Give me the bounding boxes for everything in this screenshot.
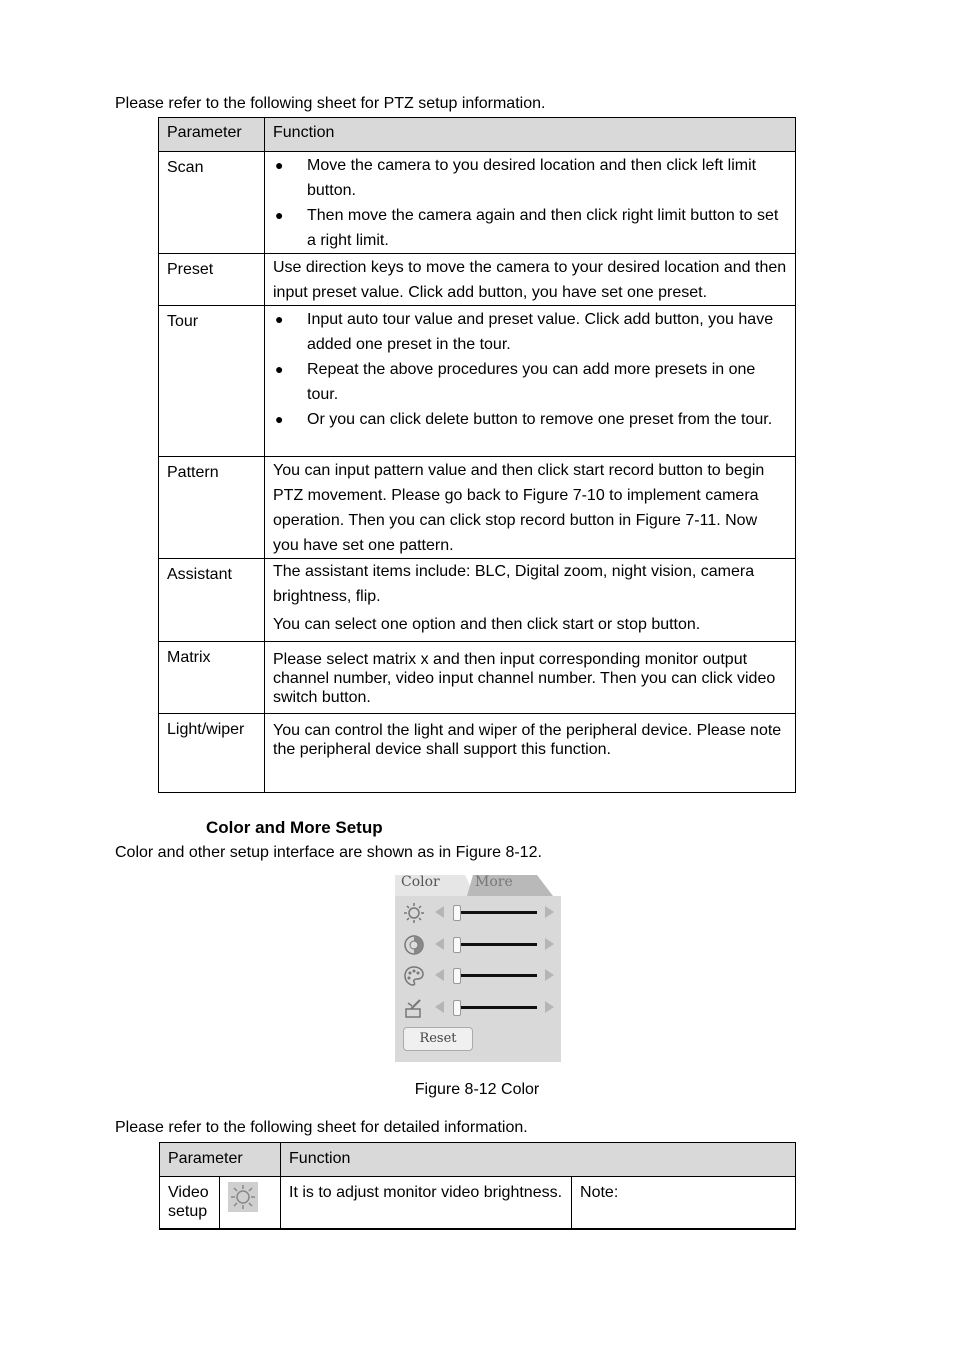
video-setup-function-text: It is to adjust monitor video brightness.	[281, 1177, 572, 1229]
saturation-palette-icon	[403, 965, 425, 987]
contrast-slider-handle[interactable]	[453, 937, 461, 953]
matrix-function-text: Please select matrix x and then input corresponding monitor output channel number, video input channel number. Then you can click video switch button.	[265, 642, 796, 714]
brightness-slider-track[interactable]	[453, 911, 537, 914]
brightness-slider-handle[interactable]	[453, 905, 461, 921]
hue-slider-row	[395, 995, 561, 1021]
saturation-slider-handle[interactable]	[453, 968, 461, 984]
contrast-slider-row	[395, 932, 561, 958]
ptz-setup-table	[158, 117, 796, 793]
hue-slider-track[interactable]	[453, 1006, 537, 1009]
panel-tab-bar	[395, 872, 561, 896]
preset-function-text: Use direction keys to move the camera to your desired location and then input preset value. Click add button, you have set one preset.	[265, 254, 796, 306]
param-video-setup: Video setup	[160, 1177, 220, 1229]
param-preset: Preset	[159, 254, 265, 306]
brightness-icon	[228, 1182, 258, 1212]
contrast-increase-arrow[interactable]	[545, 938, 554, 950]
brightness-decrease-arrow[interactable]	[435, 906, 444, 918]
brightness-icon	[403, 902, 425, 924]
ptz-header-function: Function	[265, 118, 796, 152]
contrast-slider-track[interactable]	[453, 943, 537, 946]
scan-bullet-list	[273, 153, 787, 253]
contrast-decrease-arrow[interactable]	[435, 938, 444, 950]
brightness-increase-arrow[interactable]	[545, 906, 554, 918]
reset-button[interactable]: Reset	[403, 1027, 473, 1051]
saturation-slider-track[interactable]	[453, 974, 537, 977]
tour-bullet-2: ● Repeat the above procedures you can add more presets in one tour.	[273, 357, 787, 407]
color-settings-panel	[395, 872, 561, 1062]
figure-caption: Figure 8-12 Color	[414, 1081, 540, 1098]
section-heading: Color and More Setup	[206, 818, 383, 837]
saturation-slider-row	[395, 963, 561, 989]
scan-bullet-1: ● Move the camera to you desired location and then click left limit button.	[273, 153, 787, 203]
color-detail-table	[159, 1142, 796, 1230]
tour-bullet-1: ● Input auto tour value and preset value. Click add button, you have added one preset in the tour.	[273, 307, 787, 357]
hue-decrease-arrow[interactable]	[435, 1001, 444, 1013]
ptz-header-parameter: Parameter	[159, 118, 265, 152]
saturation-increase-arrow[interactable]	[545, 969, 554, 981]
tour-bullet-3: ● Or you can click delete button to remove one preset from the tour.	[273, 407, 787, 432]
hue-slider-handle[interactable]	[453, 1000, 461, 1016]
tab-more[interactable]: More	[475, 874, 513, 890]
video-setup-note: Note:	[572, 1177, 796, 1229]
hue-icon	[403, 997, 425, 1019]
tab-color[interactable]: Color	[401, 874, 440, 890]
light-wiper-function-text: You can control the light and wiper of the peripheral device. Please note the peripheral device shall support this function.	[265, 714, 796, 793]
param-matrix: Matrix	[159, 642, 265, 714]
color-panel-body	[395, 896, 561, 1062]
contrast-icon	[403, 934, 425, 956]
brightness-slider-row	[395, 900, 561, 926]
tour-bullet-list	[273, 307, 787, 432]
color-header-function: Function	[281, 1143, 796, 1177]
param-tour: Tour	[159, 306, 265, 457]
assistant-function-text-1: The assistant items include: BLC, Digital zoom, night vision, camera brightness, flip.	[273, 563, 755, 605]
color-intro-text: Color and other setup interface are shown as in Figure 8-12.	[115, 844, 542, 861]
param-scan: Scan	[159, 152, 265, 254]
assistant-function-text-2: You can select one option and then click start or stop button.	[273, 616, 701, 633]
ptz-intro-text: Please refer to the following sheet for PTZ setup information.	[115, 95, 546, 112]
detail-intro-text: Please refer to the following sheet for detailed information.	[115, 1119, 528, 1136]
saturation-decrease-arrow[interactable]	[435, 969, 444, 981]
param-light-wiper: Light/wiper	[159, 714, 265, 793]
pattern-function-text: You can input pattern value and then click start record button to begin PTZ movement. Please go back to Figure 7-10 to implement camera operation. Then you can click stop record button in Figure 7-11. Now you have set one pattern.	[265, 457, 796, 559]
hue-increase-arrow[interactable]	[545, 1001, 554, 1013]
param-assistant: Assistant	[159, 559, 265, 642]
color-header-parameter: Parameter	[160, 1143, 281, 1177]
param-pattern: Pattern	[159, 457, 265, 559]
scan-bullet-2: ● Then move the camera again and then click right limit button to set a right limit.	[273, 203, 787, 253]
